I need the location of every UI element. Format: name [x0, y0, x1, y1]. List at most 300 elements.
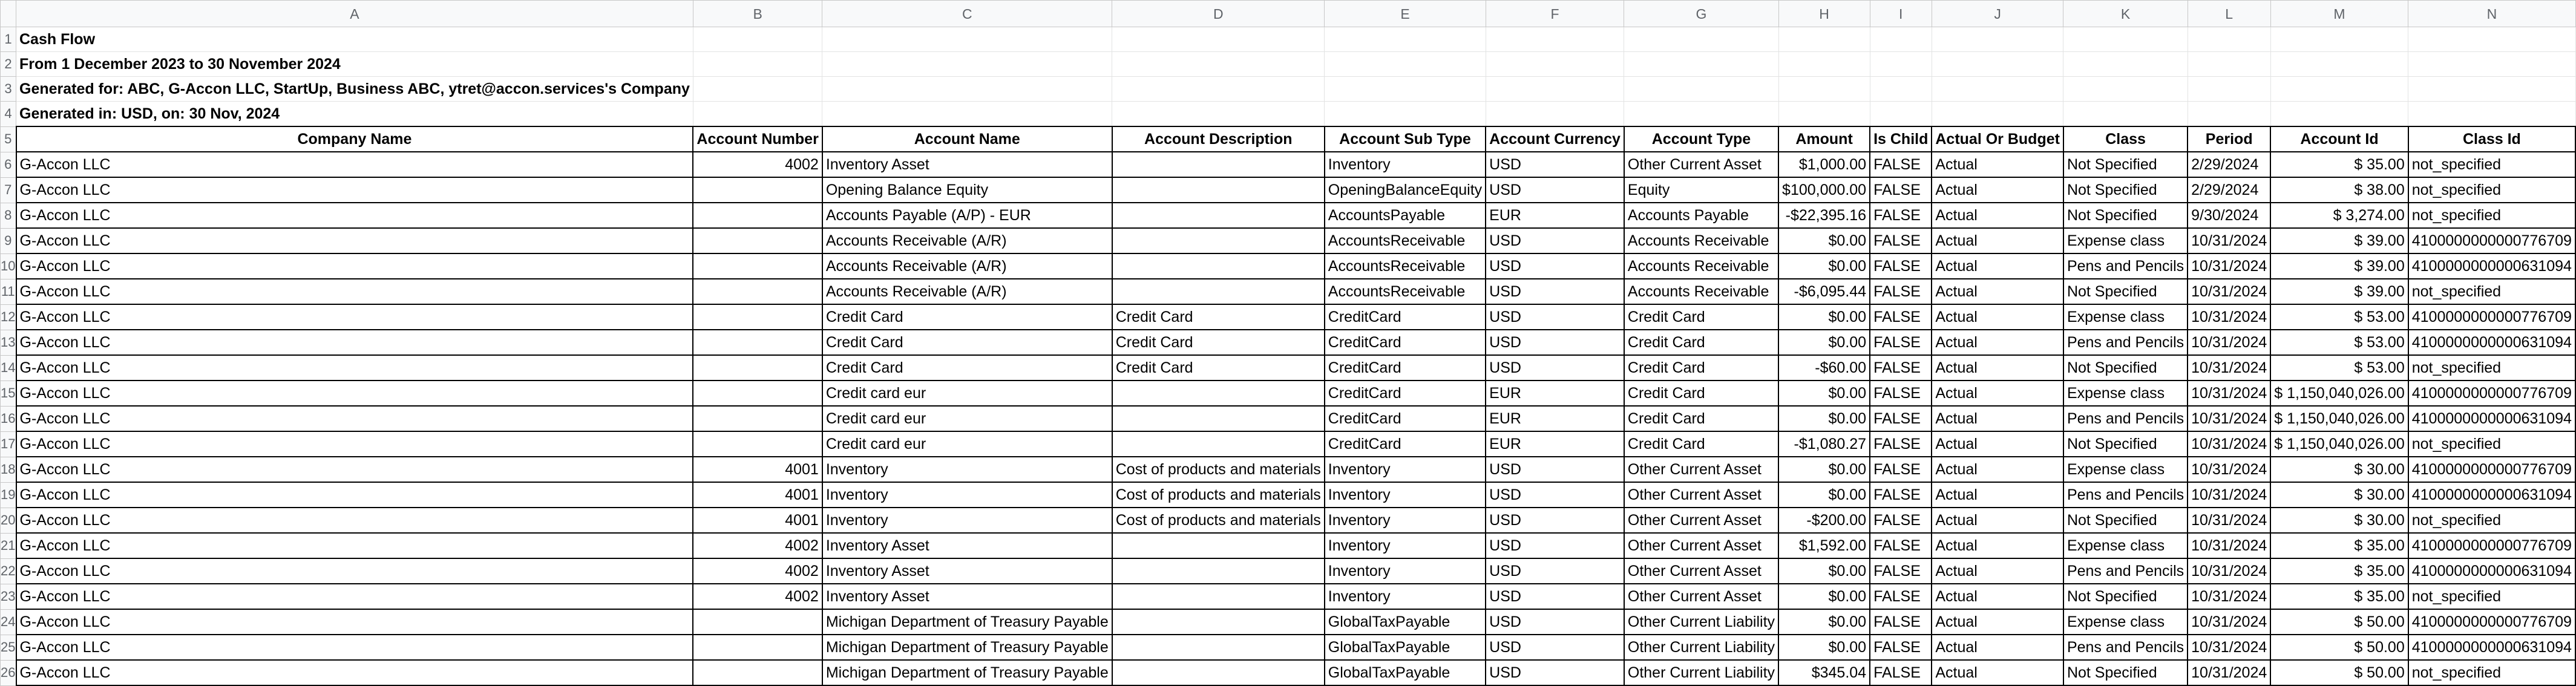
data-cell[interactable]: USD — [1486, 584, 1624, 609]
report-title[interactable]: Cash Flow — [16, 27, 693, 52]
data-cell[interactable]: G-Accon LLC — [16, 609, 693, 635]
data-cell[interactable]: $0.00 — [1778, 381, 1870, 406]
data-cell[interactable]: Accounts Receivable — [1624, 279, 1778, 304]
data-cell[interactable]: USD — [1486, 482, 1624, 508]
cell[interactable] — [2063, 102, 2188, 127]
data-cell[interactable]: $0.00 — [1778, 228, 1870, 253]
data-cell[interactable]: G-Accon LLC — [16, 279, 693, 304]
data-cell[interactable]: 10/31/2024 — [2188, 508, 2270, 533]
data-cell[interactable]: $ 35.00 — [2270, 584, 2408, 609]
data-cell[interactable]: Pens and Pencils — [2063, 253, 2188, 279]
data-cell[interactable]: Credit card eur — [822, 381, 1112, 406]
data-cell[interactable]: Other Current Asset — [1624, 533, 1778, 558]
data-cell[interactable]: G-Accon LLC — [16, 635, 693, 660]
data-cell[interactable]: FALSE — [1870, 482, 1932, 508]
cell[interactable] — [1624, 27, 1778, 52]
data-cell[interactable]: 4001 — [693, 482, 822, 508]
cell[interactable] — [822, 27, 1112, 52]
data-cell[interactable]: not_specified — [2408, 584, 2575, 609]
data-cell[interactable]: G-Accon LLC — [16, 381, 693, 406]
data-cell[interactable]: -$22,395.16 — [1778, 203, 1870, 228]
row-header[interactable]: 23 — [1, 584, 16, 609]
cell[interactable] — [1932, 77, 2063, 102]
data-cell[interactable]: $ 35.00 — [2270, 533, 2408, 558]
data-cell[interactable]: -$6,095.44 — [1778, 279, 1870, 304]
data-cell[interactable]: $ 1,150,040,026.00 — [2270, 431, 2408, 457]
data-cell[interactable]: Expense class — [2063, 228, 2188, 253]
data-cell[interactable]: 4100000000000631094 — [2408, 482, 2575, 508]
data-cell[interactable] — [693, 406, 822, 431]
data-cell[interactable]: USD — [1486, 152, 1624, 177]
cell[interactable] — [1112, 77, 1325, 102]
data-cell[interactable]: 4002 — [693, 558, 822, 584]
data-cell[interactable]: Other Current Asset — [1624, 457, 1778, 482]
data-cell[interactable]: G-Accon LLC — [16, 482, 693, 508]
data-cell[interactable]: USD — [1486, 355, 1624, 381]
data-cell[interactable]: G-Accon LLC — [16, 406, 693, 431]
data-cell[interactable]: Accounts Receivable (A/R) — [822, 253, 1112, 279]
data-cell[interactable]: $ 30.00 — [2270, 508, 2408, 533]
data-cell[interactable]: CreditCard — [1325, 381, 1486, 406]
data-cell[interactable]: Not Specified — [2063, 508, 2188, 533]
data-cell[interactable] — [1112, 406, 1325, 431]
data-cell[interactable]: USD — [1486, 253, 1624, 279]
data-cell[interactable]: $ 53.00 — [2270, 330, 2408, 355]
data-cell[interactable]: Cost of products and materials — [1112, 457, 1325, 482]
data-cell[interactable]: Other Current Asset — [1624, 584, 1778, 609]
header-cell[interactable]: Amount — [1778, 126, 1870, 152]
data-cell[interactable]: Actual — [1932, 253, 2063, 279]
header-cell[interactable]: Class — [2063, 126, 2188, 152]
data-cell[interactable]: AccountsReceivable — [1325, 279, 1486, 304]
column-header-h[interactable]: H — [1778, 1, 1870, 27]
data-cell[interactable]: $1,592.00 — [1778, 533, 1870, 558]
data-cell[interactable]: G-Accon LLC — [16, 558, 693, 584]
cell[interactable] — [2188, 52, 2270, 77]
data-cell[interactable]: Pens and Pencils — [2063, 406, 2188, 431]
row-header[interactable]: 6 — [1, 152, 16, 177]
data-cell[interactable]: AccountsPayable — [1325, 203, 1486, 228]
data-cell[interactable]: FALSE — [1870, 355, 1932, 381]
data-cell[interactable]: Actual — [1932, 228, 2063, 253]
cell[interactable] — [693, 52, 822, 77]
data-cell[interactable]: 4002 — [693, 533, 822, 558]
data-cell[interactable]: Actual — [1932, 635, 2063, 660]
data-cell[interactable] — [1112, 253, 1325, 279]
cell[interactable] — [2270, 52, 2408, 77]
data-cell[interactable]: 2/29/2024 — [2188, 152, 2270, 177]
data-cell[interactable]: 10/31/2024 — [2188, 533, 2270, 558]
data-cell[interactable]: 10/31/2024 — [2188, 330, 2270, 355]
data-cell[interactable]: FALSE — [1870, 635, 1932, 660]
data-cell[interactable]: FALSE — [1870, 304, 1932, 330]
cell[interactable] — [2408, 102, 2575, 127]
cell[interactable] — [2408, 77, 2575, 102]
select-all-corner[interactable] — [1, 1, 16, 27]
header-cell[interactable]: Account Id — [2270, 126, 2408, 152]
data-cell[interactable]: Expense class — [2063, 304, 2188, 330]
data-cell[interactable]: OpeningBalanceEquity — [1325, 177, 1486, 203]
data-cell[interactable]: 10/31/2024 — [2188, 279, 2270, 304]
row-header[interactable]: 9 — [1, 228, 16, 253]
data-cell[interactable]: Actual — [1932, 203, 2063, 228]
data-cell[interactable]: 10/31/2024 — [2188, 431, 2270, 457]
cell[interactable] — [1870, 102, 1932, 127]
data-cell[interactable]: Expense class — [2063, 533, 2188, 558]
row-header[interactable]: 17 — [1, 431, 16, 457]
data-cell[interactable]: $ 50.00 — [2270, 635, 2408, 660]
cell[interactable] — [822, 52, 1112, 77]
data-cell[interactable]: Actual — [1932, 304, 2063, 330]
cell[interactable] — [2188, 27, 2270, 52]
data-cell[interactable]: Actual — [1932, 660, 2063, 685]
data-cell[interactable]: $1,000.00 — [1778, 152, 1870, 177]
data-cell[interactable]: Accounts Receivable (A/R) — [822, 279, 1112, 304]
data-cell[interactable]: FALSE — [1870, 431, 1932, 457]
cell[interactable] — [1624, 52, 1778, 77]
row-header[interactable]: 18 — [1, 457, 16, 482]
data-cell[interactable]: -$200.00 — [1778, 508, 1870, 533]
data-cell[interactable]: not_specified — [2408, 660, 2575, 685]
data-cell[interactable]: Other Current Asset — [1624, 482, 1778, 508]
data-cell[interactable]: $ 53.00 — [2270, 304, 2408, 330]
row-header[interactable]: 16 — [1, 406, 16, 431]
data-cell[interactable]: Inventory — [822, 482, 1112, 508]
data-cell[interactable]: FALSE — [1870, 228, 1932, 253]
cell[interactable] — [1112, 52, 1325, 77]
data-cell[interactable]: 10/31/2024 — [2188, 228, 2270, 253]
cell[interactable] — [1624, 102, 1778, 127]
column-header-c[interactable]: C — [822, 1, 1112, 27]
data-cell[interactable]: Pens and Pencils — [2063, 482, 2188, 508]
column-header-i[interactable]: I — [1870, 1, 1932, 27]
data-cell[interactable]: 4100000000000776709 — [2408, 457, 2575, 482]
cell[interactable] — [1112, 27, 1325, 52]
row-header[interactable]: 8 — [1, 203, 16, 228]
data-cell[interactable]: USD — [1486, 609, 1624, 635]
cell[interactable] — [1778, 52, 1870, 77]
column-header-f[interactable]: F — [1486, 1, 1624, 27]
data-cell[interactable]: Actual — [1932, 482, 2063, 508]
row-header[interactable]: 14 — [1, 355, 16, 381]
column-header-e[interactable]: E — [1325, 1, 1486, 27]
data-cell[interactable]: EUR — [1486, 381, 1624, 406]
data-cell[interactable]: Inventory — [1325, 152, 1486, 177]
column-header-a[interactable]: A — [16, 1, 693, 27]
data-cell[interactable]: FALSE — [1870, 177, 1932, 203]
data-cell[interactable]: Other Current Liability — [1624, 635, 1778, 660]
data-cell[interactable]: 4002 — [693, 584, 822, 609]
cell[interactable] — [2188, 77, 2270, 102]
data-cell[interactable]: Inventory — [822, 508, 1112, 533]
data-cell[interactable]: Inventory Asset — [822, 558, 1112, 584]
data-cell[interactable]: 4100000000000776709 — [2408, 609, 2575, 635]
data-cell[interactable]: 4001 — [693, 457, 822, 482]
data-cell[interactable]: 4100000000000631094 — [2408, 635, 2575, 660]
data-cell[interactable]: Not Specified — [2063, 177, 2188, 203]
data-cell[interactable]: CreditCard — [1325, 355, 1486, 381]
data-cell[interactable]: FALSE — [1870, 253, 1932, 279]
data-cell[interactable]: Inventory — [1325, 584, 1486, 609]
cell[interactable] — [1932, 27, 2063, 52]
data-cell[interactable]: USD — [1486, 228, 1624, 253]
data-cell[interactable]: $0.00 — [1778, 253, 1870, 279]
data-cell[interactable]: EUR — [1486, 406, 1624, 431]
data-cell[interactable]: G-Accon LLC — [16, 355, 693, 381]
data-cell[interactable]: FALSE — [1870, 203, 1932, 228]
data-cell[interactable]: FALSE — [1870, 609, 1932, 635]
data-cell[interactable]: Actual — [1932, 406, 2063, 431]
cell[interactable] — [2063, 77, 2188, 102]
data-cell[interactable]: not_specified — [2408, 177, 2575, 203]
cell[interactable] — [1870, 27, 1932, 52]
data-cell[interactable]: 9/30/2024 — [2188, 203, 2270, 228]
data-cell[interactable] — [1112, 228, 1325, 253]
data-cell[interactable] — [1112, 381, 1325, 406]
data-cell[interactable] — [693, 660, 822, 685]
data-cell[interactable]: 10/31/2024 — [2188, 304, 2270, 330]
header-cell[interactable]: Period — [2188, 126, 2270, 152]
data-cell[interactable]: G-Accon LLC — [16, 253, 693, 279]
data-cell[interactable]: Credit Card — [1112, 355, 1325, 381]
data-cell[interactable]: Accounts Payable — [1624, 203, 1778, 228]
data-cell[interactable]: G-Accon LLC — [16, 304, 693, 330]
header-cell[interactable]: Company Name — [16, 126, 693, 152]
data-cell[interactable] — [693, 431, 822, 457]
data-cell[interactable]: USD — [1486, 457, 1624, 482]
cell[interactable] — [1932, 102, 2063, 127]
cell[interactable] — [1486, 27, 1624, 52]
report-generated-in[interactable]: Generated in: USD, on: 30 Nov, 2024 — [16, 102, 693, 127]
data-cell[interactable]: 2/29/2024 — [2188, 177, 2270, 203]
data-cell[interactable]: USD — [1486, 330, 1624, 355]
header-cell[interactable]: Account Number — [693, 126, 822, 152]
data-cell[interactable]: $0.00 — [1778, 482, 1870, 508]
data-cell[interactable]: Not Specified — [2063, 660, 2188, 685]
data-cell[interactable]: Credit Card — [1112, 330, 1325, 355]
data-cell[interactable]: G-Accon LLC — [16, 431, 693, 457]
data-cell[interactable]: G-Accon LLC — [16, 330, 693, 355]
data-cell[interactable]: Credit Card — [1624, 381, 1778, 406]
data-cell[interactable]: Other Current Asset — [1624, 558, 1778, 584]
data-cell[interactable]: 4100000000000776709 — [2408, 228, 2575, 253]
data-cell[interactable]: Credit Card — [1624, 330, 1778, 355]
data-cell[interactable]: $0.00 — [1778, 635, 1870, 660]
data-cell[interactable]: Actual — [1932, 609, 2063, 635]
data-cell[interactable]: Pens and Pencils — [2063, 635, 2188, 660]
data-cell[interactable]: Inventory — [1325, 533, 1486, 558]
data-cell[interactable]: $0.00 — [1778, 558, 1870, 584]
data-cell[interactable]: Equity — [1624, 177, 1778, 203]
data-cell[interactable]: GlobalTaxPayable — [1325, 660, 1486, 685]
data-cell[interactable]: Actual — [1932, 584, 2063, 609]
data-cell[interactable]: Inventory — [1325, 482, 1486, 508]
data-cell[interactable]: FALSE — [1870, 660, 1932, 685]
cell[interactable] — [2188, 102, 2270, 127]
row-header[interactable]: 26 — [1, 660, 16, 685]
data-cell[interactable]: Other Current Liability — [1624, 660, 1778, 685]
data-cell[interactable]: Actual — [1932, 381, 2063, 406]
data-cell[interactable]: Expense class — [2063, 609, 2188, 635]
row-header[interactable]: 20 — [1, 508, 16, 533]
header-cell[interactable]: Account Sub Type — [1325, 126, 1486, 152]
data-cell[interactable]: 10/31/2024 — [2188, 355, 2270, 381]
row-header[interactable]: 21 — [1, 533, 16, 558]
data-cell[interactable]: $0.00 — [1778, 609, 1870, 635]
data-cell[interactable]: Actual — [1932, 533, 2063, 558]
data-cell[interactable]: USD — [1486, 660, 1624, 685]
data-cell[interactable]: 10/31/2024 — [2188, 253, 2270, 279]
data-cell[interactable]: G-Accon LLC — [16, 228, 693, 253]
data-cell[interactable]: $ 53.00 — [2270, 355, 2408, 381]
data-cell[interactable]: 10/31/2024 — [2188, 609, 2270, 635]
data-cell[interactable]: Accounts Receivable — [1624, 253, 1778, 279]
data-cell[interactable]: EUR — [1486, 431, 1624, 457]
data-cell[interactable]: $ 50.00 — [2270, 660, 2408, 685]
cell[interactable] — [1486, 77, 1624, 102]
column-header-d[interactable]: D — [1112, 1, 1325, 27]
data-cell[interactable]: Inventory — [1325, 558, 1486, 584]
data-cell[interactable]: Not Specified — [2063, 584, 2188, 609]
data-cell[interactable] — [693, 177, 822, 203]
data-cell[interactable]: Actual — [1932, 152, 2063, 177]
data-cell[interactable]: not_specified — [2408, 279, 2575, 304]
data-cell[interactable]: Cost of products and materials — [1112, 508, 1325, 533]
data-cell[interactable]: USD — [1486, 508, 1624, 533]
data-cell[interactable]: FALSE — [1870, 508, 1932, 533]
header-cell[interactable]: Class Id — [2408, 126, 2575, 152]
data-cell[interactable]: $ 38.00 — [2270, 177, 2408, 203]
cell[interactable] — [1778, 77, 1870, 102]
data-cell[interactable]: Expense class — [2063, 381, 2188, 406]
data-cell[interactable]: CreditCard — [1325, 330, 1486, 355]
cell[interactable] — [1778, 27, 1870, 52]
data-cell[interactable]: EUR — [1486, 203, 1624, 228]
data-cell[interactable]: G-Accon LLC — [16, 584, 693, 609]
data-cell[interactable] — [1112, 177, 1325, 203]
data-cell[interactable]: 10/31/2024 — [2188, 457, 2270, 482]
data-cell[interactable] — [693, 609, 822, 635]
cell[interactable] — [822, 77, 1112, 102]
data-cell[interactable]: 4100000000000631094 — [2408, 558, 2575, 584]
data-cell[interactable]: Other Current Liability — [1624, 609, 1778, 635]
header-cell[interactable]: Account Description — [1112, 126, 1325, 152]
data-cell[interactable] — [693, 381, 822, 406]
row-header[interactable]: 11 — [1, 279, 16, 304]
column-header-j[interactable]: J — [1932, 1, 2063, 27]
data-cell[interactable]: FALSE — [1870, 584, 1932, 609]
data-cell[interactable]: 4001 — [693, 508, 822, 533]
data-cell[interactable] — [1112, 558, 1325, 584]
report-period[interactable]: From 1 December 2023 to 30 November 2024 — [16, 52, 693, 77]
data-cell[interactable]: Pens and Pencils — [2063, 558, 2188, 584]
cell[interactable] — [2408, 52, 2575, 77]
cell[interactable] — [1325, 52, 1486, 77]
data-cell[interactable]: $ 3,274.00 — [2270, 203, 2408, 228]
data-cell[interactable]: $ 50.00 — [2270, 609, 2408, 635]
cell[interactable] — [1932, 52, 2063, 77]
data-cell[interactable] — [1112, 279, 1325, 304]
data-cell[interactable] — [1112, 152, 1325, 177]
cell[interactable] — [2063, 52, 2188, 77]
data-cell[interactable]: Inventory Asset — [822, 533, 1112, 558]
cell[interactable] — [693, 102, 822, 127]
row-header[interactable]: 1 — [1, 27, 16, 52]
data-cell[interactable]: AccountsReceivable — [1325, 228, 1486, 253]
data-cell[interactable]: Credit Card — [1112, 304, 1325, 330]
data-cell[interactable]: 4002 — [693, 152, 822, 177]
data-cell[interactable]: Credit Card — [822, 355, 1112, 381]
data-cell[interactable]: Actual — [1932, 431, 2063, 457]
cell[interactable] — [2270, 77, 2408, 102]
row-header[interactable]: 10 — [1, 253, 16, 279]
data-cell[interactable]: $ 30.00 — [2270, 482, 2408, 508]
data-cell[interactable]: USD — [1486, 279, 1624, 304]
data-cell[interactable]: $0.00 — [1778, 457, 1870, 482]
data-cell[interactable] — [693, 355, 822, 381]
data-cell[interactable]: AccountsReceivable — [1325, 253, 1486, 279]
cell[interactable] — [693, 77, 822, 102]
data-cell[interactable]: not_specified — [2408, 152, 2575, 177]
data-cell[interactable]: Not Specified — [2063, 152, 2188, 177]
data-cell[interactable] — [693, 304, 822, 330]
data-cell[interactable]: Opening Balance Equity — [822, 177, 1112, 203]
cell[interactable] — [1778, 102, 1870, 127]
row-header[interactable]: 22 — [1, 558, 16, 584]
data-cell[interactable]: $ 30.00 — [2270, 457, 2408, 482]
data-cell[interactable]: FALSE — [1870, 381, 1932, 406]
data-cell[interactable]: Credit Card — [822, 330, 1112, 355]
row-header[interactable]: 15 — [1, 381, 16, 406]
data-cell[interactable]: G-Accon LLC — [16, 152, 693, 177]
data-cell[interactable]: FALSE — [1870, 330, 1932, 355]
data-cell[interactable]: G-Accon LLC — [16, 177, 693, 203]
data-cell[interactable] — [1112, 203, 1325, 228]
row-header[interactable]: 13 — [1, 330, 16, 355]
column-header-k[interactable]: K — [2063, 1, 2188, 27]
data-cell[interactable] — [1112, 584, 1325, 609]
data-cell[interactable]: FALSE — [1870, 152, 1932, 177]
data-cell[interactable]: Credit card eur — [822, 431, 1112, 457]
cell[interactable] — [1325, 77, 1486, 102]
data-cell[interactable] — [1112, 431, 1325, 457]
report-generated-for[interactable]: Generated for: ABC, G-Accon LLC, StartUp, Business ABC, ytret@accon.services's Company — [16, 77, 693, 102]
data-cell[interactable] — [693, 635, 822, 660]
data-cell[interactable]: Inventory Asset — [822, 152, 1112, 177]
data-cell[interactable]: Credit Card — [1624, 304, 1778, 330]
cell[interactable] — [1624, 77, 1778, 102]
data-cell[interactable]: 4100000000000631094 — [2408, 406, 2575, 431]
data-cell[interactable]: Actual — [1932, 508, 2063, 533]
cell[interactable] — [1325, 27, 1486, 52]
data-cell[interactable]: FALSE — [1870, 457, 1932, 482]
data-cell[interactable]: 10/31/2024 — [2188, 406, 2270, 431]
data-cell[interactable]: 4100000000000631094 — [2408, 330, 2575, 355]
data-cell[interactable]: Inventory — [1325, 508, 1486, 533]
data-cell[interactable] — [693, 253, 822, 279]
data-cell[interactable]: $100,000.00 — [1778, 177, 1870, 203]
data-cell[interactable]: Actual — [1932, 279, 2063, 304]
data-cell[interactable]: Not Specified — [2063, 355, 2188, 381]
data-cell[interactable]: CreditCard — [1325, 431, 1486, 457]
data-cell[interactable]: GlobalTaxPayable — [1325, 609, 1486, 635]
row-header[interactable]: 19 — [1, 482, 16, 508]
data-cell[interactable] — [1112, 609, 1325, 635]
data-cell[interactable]: Accounts Payable (A/P) - EUR — [822, 203, 1112, 228]
data-cell[interactable]: Accounts Receivable (A/R) — [822, 228, 1112, 253]
data-cell[interactable]: Inventory — [1325, 457, 1486, 482]
data-cell[interactable]: $0.00 — [1778, 584, 1870, 609]
